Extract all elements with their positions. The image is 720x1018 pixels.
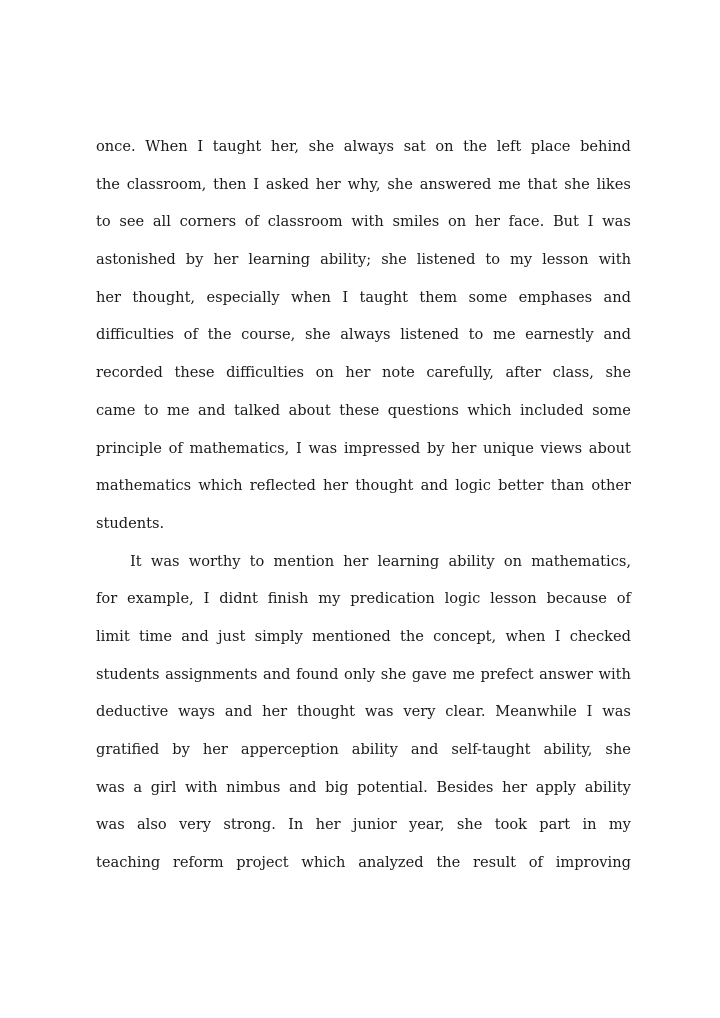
word: predication <box>350 590 435 608</box>
word: which <box>198 477 243 495</box>
word: was <box>308 439 338 457</box>
word: thought, <box>132 288 196 306</box>
word: thought <box>296 703 356 721</box>
word: on <box>503 552 522 570</box>
word: very <box>178 816 212 834</box>
word: mentioned <box>312 627 391 645</box>
word: apply <box>535 778 577 796</box>
word: my <box>510 251 533 269</box>
word: her <box>474 213 500 231</box>
word: why, <box>347 175 381 193</box>
word: carefully, <box>426 364 494 382</box>
word: to <box>96 213 111 231</box>
word: her <box>315 175 341 193</box>
word: a <box>133 778 143 796</box>
word: with <box>185 778 218 796</box>
word: taught <box>212 138 262 155</box>
word: she <box>381 251 407 269</box>
word: about <box>288 401 331 419</box>
word: concept, <box>433 627 497 645</box>
word: left <box>496 138 522 155</box>
word: some <box>592 401 631 419</box>
word: year, <box>408 816 445 834</box>
word: worthy <box>188 552 241 570</box>
text-line <box>96 243 631 281</box>
word: and <box>603 288 631 306</box>
word: potential. <box>357 778 428 796</box>
word: Besides <box>436 778 494 796</box>
text-line <box>96 205 631 243</box>
word: she <box>304 326 331 344</box>
word: on <box>315 364 334 382</box>
word: because <box>546 590 607 608</box>
word: questions <box>387 401 459 419</box>
word: class, <box>552 364 594 382</box>
word: she <box>387 175 413 193</box>
word: improving <box>555 854 631 872</box>
word: ability <box>448 552 495 570</box>
word: was <box>602 703 631 721</box>
word: earnestly <box>525 326 594 344</box>
text-line <box>96 168 631 206</box>
word: when <box>291 288 331 306</box>
word: was <box>96 778 125 796</box>
text-line <box>96 695 631 733</box>
text-line <box>96 733 631 771</box>
word: I <box>253 175 260 193</box>
word: prefect <box>480 665 534 683</box>
word: her <box>323 477 349 495</box>
word: place <box>530 138 571 155</box>
word: difficulties <box>96 326 174 344</box>
word: Meanwhile <box>495 703 577 721</box>
word: some <box>468 288 508 306</box>
word: In <box>288 816 304 834</box>
word: impressed <box>343 439 421 457</box>
text-line <box>96 356 631 394</box>
word: learning <box>377 552 440 570</box>
word: finish <box>267 590 309 608</box>
word: when <box>505 627 546 645</box>
word: to <box>468 326 484 344</box>
text-line <box>96 808 631 846</box>
word: big <box>325 778 349 796</box>
word: found <box>296 665 339 683</box>
word: her <box>202 741 228 758</box>
word: deductive <box>96 703 169 721</box>
word: likes <box>596 175 631 193</box>
word: unique <box>483 439 534 457</box>
word: with <box>351 213 384 231</box>
word: she <box>456 816 483 834</box>
word: was <box>150 552 180 570</box>
word: and <box>288 778 317 796</box>
word: and <box>410 741 439 758</box>
word: gave <box>411 665 447 683</box>
word: my <box>318 590 341 608</box>
word: me <box>167 401 190 419</box>
word: was <box>602 213 631 231</box>
word: face. <box>508 213 545 231</box>
word: I <box>342 288 349 306</box>
word: me <box>498 175 521 193</box>
word: to <box>485 251 501 269</box>
word: clear. <box>445 703 486 721</box>
word: talked <box>234 401 281 419</box>
word: classroom, <box>126 175 207 193</box>
word: lesson <box>490 590 537 608</box>
text-line <box>96 281 631 319</box>
word: with <box>598 665 631 683</box>
word: the <box>399 627 424 645</box>
word: and <box>181 627 209 645</box>
word: her <box>502 778 528 796</box>
word: checked <box>569 627 631 645</box>
word: that <box>527 175 558 193</box>
word: of <box>168 439 183 457</box>
word: the <box>96 175 120 193</box>
text-line <box>96 846 631 884</box>
word: self-taught <box>451 741 531 758</box>
word: listened <box>400 326 459 344</box>
word: very <box>403 703 436 721</box>
word: thought <box>355 477 414 495</box>
word: girl <box>150 778 177 796</box>
word: behind <box>580 138 631 155</box>
word: I <box>587 213 594 231</box>
word: gratified <box>96 741 160 758</box>
word: always <box>343 138 395 155</box>
word: nimbus <box>226 778 281 796</box>
word: of <box>183 326 198 344</box>
word: these <box>339 401 380 419</box>
word: on <box>448 213 467 231</box>
word: her <box>345 364 371 382</box>
word: was <box>96 816 125 834</box>
text-line <box>96 582 631 620</box>
word: But <box>552 213 579 231</box>
word: which <box>467 401 512 419</box>
word: the <box>463 138 488 155</box>
text-line <box>96 130 631 168</box>
word: she <box>308 138 335 155</box>
text-line <box>96 771 631 809</box>
word: she <box>380 665 407 683</box>
word: them <box>419 288 458 306</box>
word: her <box>213 251 239 269</box>
word: and <box>420 477 449 495</box>
word: about <box>588 439 631 457</box>
word: views <box>540 439 583 457</box>
word: logic <box>444 590 481 608</box>
word: and <box>603 326 631 344</box>
word: mathematics <box>96 477 192 495</box>
word: on <box>435 138 454 155</box>
word: by <box>426 439 445 457</box>
word: only <box>344 665 376 683</box>
word: I <box>296 439 302 457</box>
word: difficulties <box>226 364 305 382</box>
word: by <box>172 741 190 758</box>
word: ways <box>178 703 216 721</box>
word: mathematics, <box>531 552 631 570</box>
word: mention <box>273 552 335 570</box>
word: and <box>224 703 253 721</box>
word: all <box>152 213 171 231</box>
word: of <box>244 213 259 231</box>
word: her <box>343 552 369 570</box>
word: once. <box>96 138 136 155</box>
word: apperception <box>240 741 339 758</box>
word: assignments <box>165 665 258 683</box>
word: junior <box>352 816 397 834</box>
word: students <box>96 665 160 683</box>
word: better <box>498 477 544 495</box>
text-line <box>96 620 631 658</box>
word: which <box>301 854 346 872</box>
word: limit <box>96 627 130 645</box>
word: was <box>364 703 394 721</box>
word: I <box>554 627 561 645</box>
word: course, <box>241 326 296 344</box>
word: included <box>520 401 584 419</box>
word: analyzed <box>358 854 424 872</box>
word: came <box>96 401 136 419</box>
word: astonished <box>96 251 176 269</box>
word: answer <box>539 665 593 683</box>
word: time <box>139 627 173 645</box>
word: her, <box>270 138 299 155</box>
word: and <box>263 665 291 683</box>
text-line <box>96 469 631 507</box>
word: her <box>315 816 341 834</box>
text-line-last: students. <box>96 514 165 532</box>
text-line <box>96 394 631 432</box>
word: I <box>203 590 210 608</box>
word: learning <box>248 251 311 269</box>
word: by <box>185 251 204 269</box>
word: ability <box>351 741 398 758</box>
text-line-first <box>96 545 631 583</box>
word: in <box>582 816 597 834</box>
word: simply <box>254 627 303 645</box>
word: with <box>598 251 631 269</box>
word: It <box>130 552 142 570</box>
word: corners <box>179 213 237 231</box>
word: the <box>436 854 461 872</box>
text-line <box>96 318 631 356</box>
word: part <box>539 816 571 834</box>
word: other <box>591 477 631 495</box>
letter-body <box>96 130 631 884</box>
word: principle <box>96 439 162 457</box>
word: smiles <box>392 213 440 231</box>
word: took <box>494 816 527 834</box>
word: I <box>197 138 204 155</box>
word: also <box>136 816 167 834</box>
word: then <box>213 175 247 193</box>
word: her <box>96 288 122 306</box>
word: result <box>472 854 517 872</box>
word: teaching <box>96 854 161 872</box>
word: reflected <box>249 477 316 495</box>
text-line <box>96 658 631 696</box>
word: me <box>452 665 475 683</box>
word: asked <box>265 175 309 193</box>
word: of <box>528 854 543 872</box>
word: strong. <box>223 816 276 834</box>
word: her <box>451 439 477 457</box>
word: project <box>236 854 289 872</box>
word: logic <box>455 477 491 495</box>
word: always <box>340 326 391 344</box>
word: ability <box>584 778 631 796</box>
word: When <box>145 138 188 155</box>
word: to <box>249 552 265 570</box>
word: my <box>608 816 631 834</box>
word: lesson <box>542 251 589 269</box>
word: for <box>96 590 118 608</box>
word: to <box>143 401 159 419</box>
word: after <box>505 364 542 382</box>
word: just <box>218 627 246 645</box>
word: answered <box>419 175 492 193</box>
word: see <box>119 213 145 231</box>
word: she <box>605 364 631 382</box>
word: emphases <box>518 288 593 306</box>
word: especially <box>206 288 280 306</box>
word: her <box>262 703 288 721</box>
word: she <box>605 741 631 758</box>
word: example, <box>127 590 194 608</box>
word: note <box>382 364 415 382</box>
word: classroom <box>267 213 343 231</box>
text-line <box>96 432 631 470</box>
word: and <box>198 401 226 419</box>
word: of <box>616 590 631 608</box>
word: ability, <box>543 741 593 758</box>
word: mathematics, <box>189 439 290 457</box>
word: I <box>586 703 593 721</box>
word: the <box>207 326 232 344</box>
word: taught <box>359 288 409 306</box>
word: than <box>550 477 585 495</box>
word: listened <box>416 251 476 269</box>
word: sat <box>403 138 426 155</box>
word: ability; <box>320 251 372 269</box>
word: recorded <box>96 364 163 382</box>
word: she <box>564 175 590 193</box>
word: these <box>174 364 215 382</box>
word: me <box>492 326 516 344</box>
word: reform <box>172 854 224 872</box>
word: didnt <box>219 590 258 608</box>
